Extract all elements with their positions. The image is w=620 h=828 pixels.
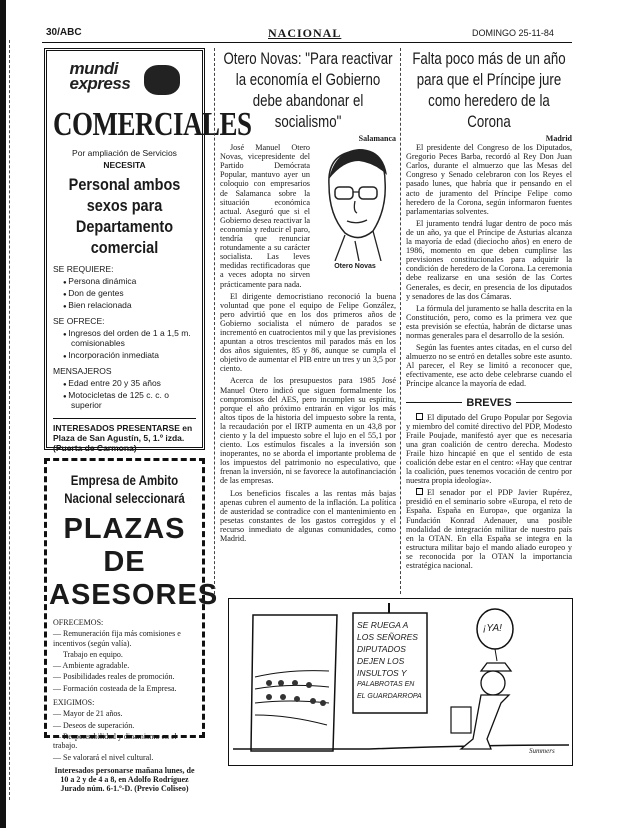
ad-asesores	[44, 458, 219, 794]
page-folio: 30/ABC	[46, 27, 82, 38]
ad-contact: INTERESADOS PRESENTARSE en Plaza de San Agustín, 5, 1.º izda. (Puerta de Carmona)	[53, 418, 196, 453]
speech-bubble-text: ¡YA!	[483, 623, 502, 634]
mensajeros-label: MENSAJEROS	[53, 366, 112, 376]
ofrece-label: SE OFRECE:	[53, 316, 105, 326]
portrait-otero-novas	[314, 145, 396, 273]
requiere-item: ● Bien relacionada	[53, 300, 196, 310]
bullet-box-icon	[416, 413, 423, 420]
exigimos-item: — Mayor de 21 años.	[53, 709, 123, 719]
exigimos-label: EXIGIMOS:	[53, 698, 95, 708]
ad-title: COMERCIALES	[53, 105, 252, 143]
column-rule	[214, 48, 215, 594]
article-otero-novas	[220, 48, 396, 546]
ad-necesita: NECESITA	[103, 160, 146, 170]
article-paragraph: Acerca de los presupuestos para 1985 José Manuel Otero indicó que siguen formalmente los compromisos del AES, pero incumplen su espíritu, porque el año próximo entrarán en vigor los más altos tipos de la historia del impuesto sobre la renta, la recaudación por el IRTP aumenta en un 43,8 por ciento y la del impuesto sobre el lujo en el 55,1 por ciento. Los estímulos fiscales a la inversión son inoperantes, no se aborda el importante problema de los impuestos del patrimonio no especulativo, que frenan la inversión, ni se favorece la autofinanciación de las empresas.	[220, 376, 396, 486]
mensajeros-item: ● Edad entre 20 y 35 años	[53, 378, 196, 388]
header-rule	[42, 42, 572, 43]
ad-intro: Empresa de Ambito Nacional seleccionará	[64, 472, 185, 506]
ad-title: PLAZAS DE ASESORES	[49, 513, 219, 611]
portrait-caption: Otero Novas	[334, 263, 376, 271]
ad-subtitle: Por ampliación de Servicios	[72, 148, 177, 158]
mundiexpress-logo: mundi express	[70, 61, 180, 101]
article-paragraph: Según las fuentes antes citadas, en el curso del almuerzo no se entró en detalles sobre este asunto. Al parecer, el Rey se limitó a reconocer que, efectivamente, ese acto debe celebrarse cuando el Príncipe alcance la mayoría de edad.	[406, 343, 572, 389]
page-date: DOMINGO 25-11-84	[472, 28, 554, 38]
ofrecemos-item: — Formación costeada de la Empresa.	[53, 683, 177, 693]
article-dateline: Salamanca	[358, 134, 396, 143]
ofrecemos-item: — Posibilidades reales de promoción.	[53, 672, 175, 682]
article-principe	[406, 48, 572, 573]
article-dateline: Madrid	[545, 134, 572, 143]
cartoon-sign: SE RUEGA A LOS SEÑORES DIPUTADOS DEJEN LOS INSULTOS Y PALABROTAS EN EL GUARDARROPA	[357, 620, 422, 700]
article-paragraph: La fórmula del juramento se halla descrita en la Constitución, pero, como es la primera vez que esta previsión se efectúa, habrán de dictarse unas normas generales para el desarrollo de la sesión.	[406, 303, 572, 340]
editorial-cartoon	[228, 598, 573, 766]
ad-contact: Interesados personarse mañana lunes, de 10 a 2 y de 4 a 8, en Adolfo Rodríguez Jurado núm. 6-1.º-D. (Previo Coliseo)	[54, 765, 195, 794]
requiere-item: ● Don de gentes	[53, 288, 196, 298]
ofrecemos-item: — Ambiente agradable.	[53, 661, 130, 671]
article-paragraph: El dirigente democristiano reconoció la buena voluntad que pone el equipo de Felipe González, pero advirtió que en los dos primeros años de Gobierno socialista el número de parados se incrementó en cuatrocientos mil y que las previsiones apuntan a otros trescientos mil parados más en los dos años siguientes, 85 y 86, aunque se cumpla el objetivo de aumentar el PIB entre un tres y un 3,5 por ciento.	[220, 291, 396, 374]
article-paragraph: José Manuel Otero Novas, vicepresidente del Partido Demócrata Popular, mantuvo ayer un coloquio con empresarios de Salamanca sobre la situación económica actual. Aseguró que si el Gobierno desea reactivar la economía y reducir el paro, tendría que renunciar rotundamente a su carácter socialista. Las leves medidas rectificadoras que a veces adopta no sirven prácticamente para nada.	[220, 143, 310, 289]
breve-item: El senador por el PDP Javier Rupérez, presidió en el seminario sobre «Europa, el reto de España. España en Europa», que organiza la Fundación Konrad Adenauer, una posible modalidad de integración militar de nuestro país en la OTAN. En ella España se integra en la estructura militar bajo el mando aliado europeo y se reconocida por la OTAN la importancia estratégica nacional.	[406, 488, 572, 571]
article-paragraph: El juramento tendrá lugar dentro de poco más de un año, ya que el Príncipe de Asturias alcanza la mayoría de edad (dieciocho años) en enero de 1986, momento en que deben cumplirse las previsiones constitucionales para adquirir la condición de heredero de la Corona. La ceremonia debe realizarse en una sesión de las Cortes Generales, es decir, en presencia de los diputados y senadores de las dos Cámaras.	[406, 218, 572, 301]
ad-mundiexpress	[44, 48, 252, 453]
article-headline: Falta poco más de un año para que el Príncipe jure como heredero de la Corona	[412, 49, 566, 131]
article-headline: Otero Novas: "Para reactivar la economía el Gobierno debe abandonar el socialismo"	[223, 49, 393, 131]
ofrece-item: ● Incorporación inmediata	[53, 350, 196, 360]
bullet-box-icon	[416, 488, 423, 495]
exigimos-item: — Deseos de superación.	[53, 720, 135, 730]
ofrecemos-item: Trabajo en equipo.	[63, 649, 123, 659]
exigimos-item: — Responsabilidad y dinamismo en el trabajo.	[53, 731, 177, 751]
motorcycle-icon	[144, 65, 180, 95]
requiere-item: ● Persona dinámica	[53, 276, 196, 286]
article-paragraph: El presidente del Congreso de los Diputados, Gregorio Peces Barba, recordó al Rey Don Juan Carlos, durante el almuerzo que las Mesas del Congreso y Senado celebraron con los Reyes el pasado lunes, que habría que ir pensando en el acto de juramento del Príncipe Felipe como heredero de la Corona, según informaron fuentes parlamentarias solventes.	[406, 143, 572, 216]
portrait-drawing	[315, 145, 395, 261]
fold-line	[9, 40, 10, 800]
requiere-label: SE REQUIERE:	[53, 264, 114, 274]
ofrecemos-item: — Remuneración fija más comisiones e incentivos (según valía).	[53, 629, 181, 648]
cartoonist-signature: Summers	[529, 747, 555, 755]
article-paragraph: Los beneficios fiscales a las rentas más bajas apenas cubren el aumento de la inflación. La política de austeridad se contradice con el mantenimiento en pesetas constantes de los gastos corregidos y el recurso inmediato de algunas comunidades, como Madrid.	[220, 488, 396, 544]
breves-heading: BREVES	[406, 397, 572, 409]
breve-item: El diputado del Grupo Popular por Segovia y miembro del comité directivo del PDP, Modesto Fraile Poujade, manifestó ayer que es necesaria una gran coalición de centro derecha. Modesto Fraile hizo hincapié en que el sentido de esta coalición debe estar en el centro: «Hay que centrar la coalición, pues tenemos vocación de centro por nuestra propia ideología».	[406, 412, 572, 486]
page-edge	[0, 0, 6, 828]
ofrecemos-label: OFRECEMOS:	[53, 618, 104, 627]
ofrece-item: ● Ingresos del orden de 1 a 1,5 m. comisionables	[53, 328, 196, 348]
column-rule	[400, 48, 401, 594]
exigimos-item: — Se valorará el nivel cultural.	[53, 752, 154, 762]
section-title: NACIONAL	[268, 26, 342, 40]
mensajeros-item: ● Motocicletas de 125 c. c. o superior	[53, 390, 196, 410]
ad-headline: Personal ambos sexos para Departamento comercial	[68, 175, 181, 257]
